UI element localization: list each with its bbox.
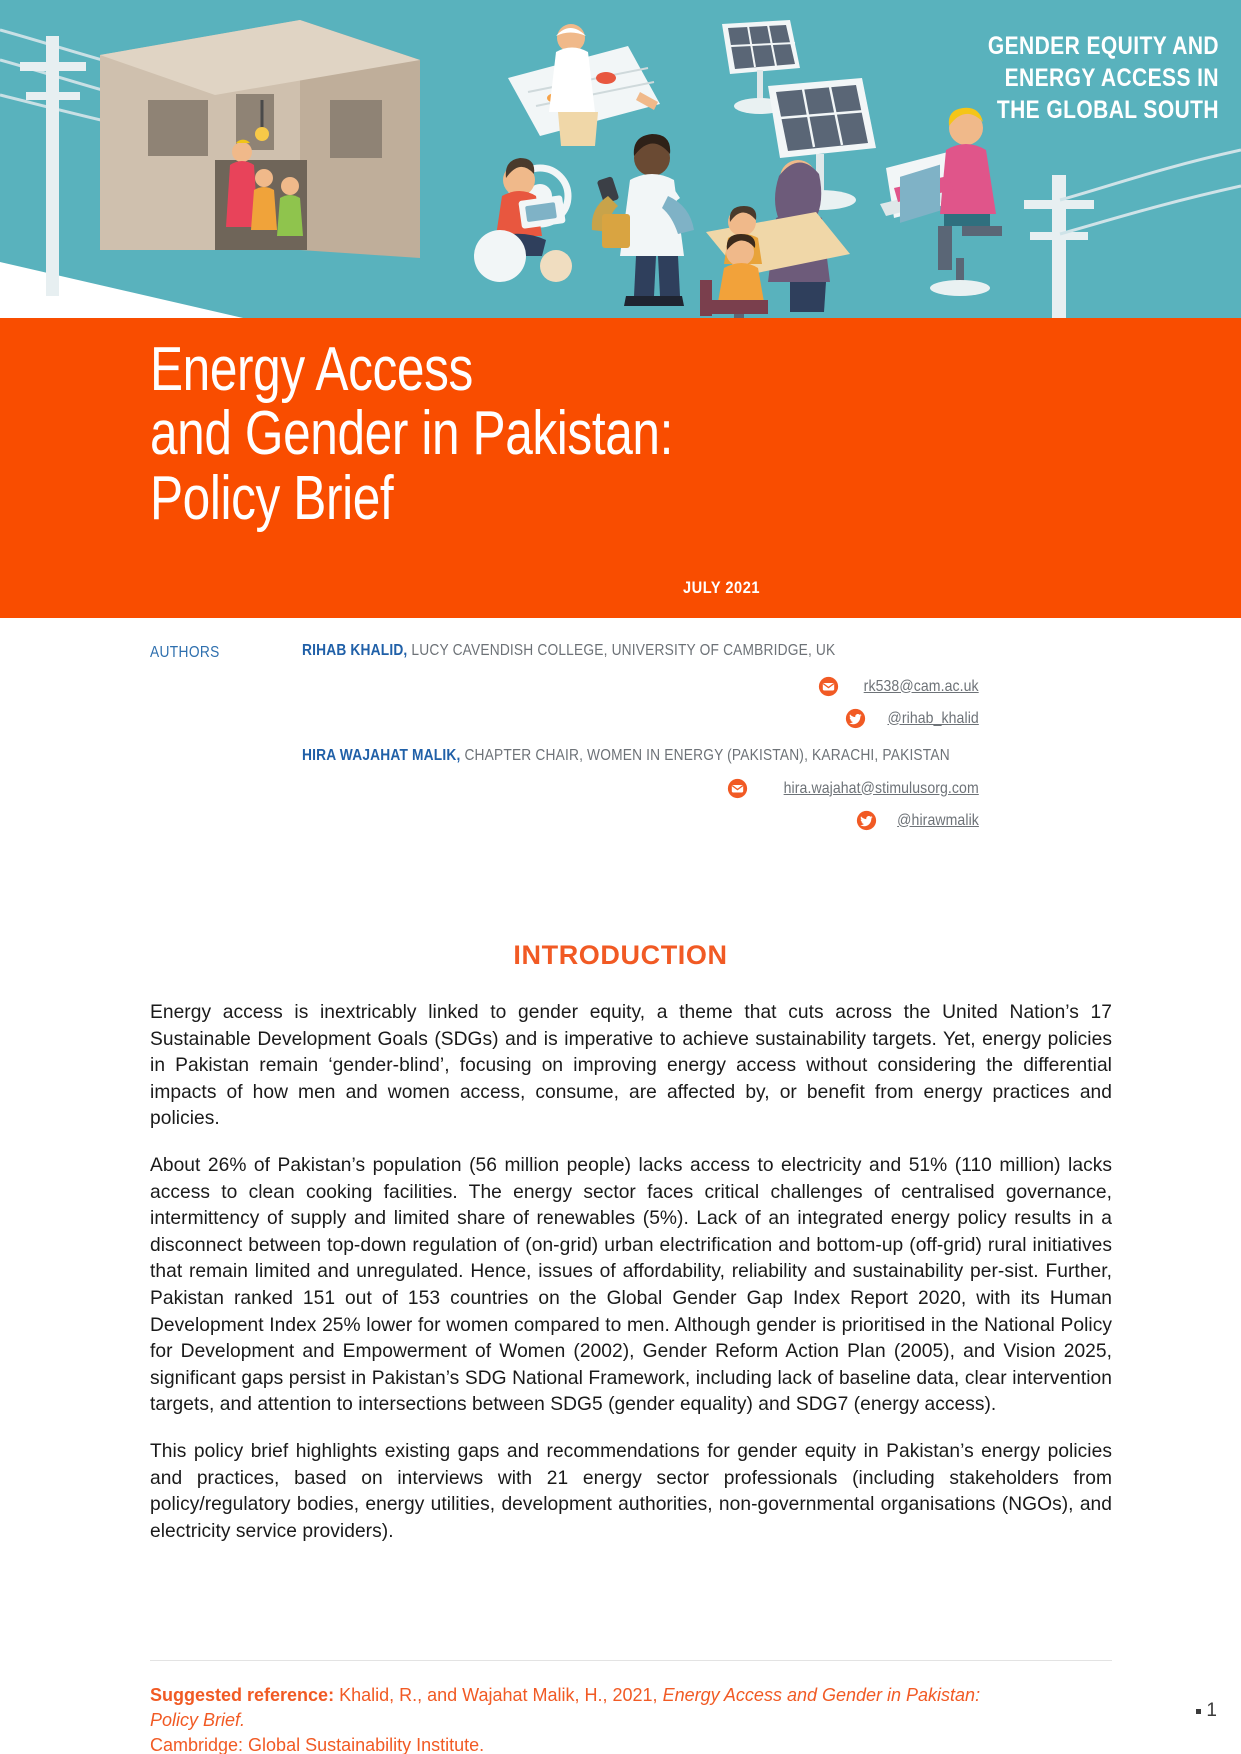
author-2-name: HIRA WAJAHAT MALIK, — [302, 747, 461, 764]
author-1-line — [302, 642, 835, 660]
title-line-2: and Gender in Pakistan: — [150, 399, 673, 469]
author-1-twitter-row[interactable] — [845, 708, 979, 729]
email-icon — [818, 676, 839, 697]
kicker-line-2: ENERGY ACCESS IN — [1004, 64, 1219, 92]
suggested-reference-authors: Khalid, R., and Wajahat Malik, H., 2021, — [334, 1685, 663, 1705]
introduction-body — [150, 1000, 1112, 1545]
page-number — [1196, 1700, 1217, 1722]
twitter-icon — [856, 810, 877, 831]
title-line-3: Policy Brief — [150, 463, 394, 533]
author-2-line — [302, 747, 950, 765]
author-1-name: RIHAB KHALID, — [302, 642, 408, 659]
page-number-bullet — [1196, 1709, 1201, 1714]
title-line-1: Energy Access — [150, 335, 473, 404]
author-1-email[interactable]: rk538@cam.ac.uk — [863, 677, 979, 695]
suggested-reference-label: Suggested reference: — [150, 1685, 335, 1705]
intro-paragraph-2: About 26% of Pakistan’s population (56 million people) lacks access to electricity and 51% (110 million) lacks access to clean cooking facilities. The energy sector faces critical challenges of centralised governance, intermittency of supply and limited share of renewables (5%). Lack of an integrated energy policy results in a disconnect between top-down regulation of (on-grid) urban electrification and bottom-up (off-grid) rural initiatives that remain limited and unregulated. Hence, issues of affordability, reliability and sustainability per-sist. Further, Pakistan ranked 151 out of 153 countries on the Global Gender Gap Index Report 2020, with its Human Development Index 25% lower for women compared to men. Although gender is prioritised in the National Policy for Development and Empowerment of Women (2002), Gender Reform Action Plan (2005), and Vision 2025, significant gaps persist in Pakistan’s SDG National Framework, including lack of baseline data, clear intervention targets, and attention to intersections between SDG5 (gender equality) and SDG7 (energy access). — [150, 1154, 1112, 1416]
author-2-twitter-row[interactable] — [856, 810, 979, 831]
suggested-reference — [150, 1683, 1030, 1754]
cover-kicker — [866, 30, 1219, 126]
email-icon — [727, 778, 748, 799]
section-heading-introduction: INTRODUCTION — [513, 940, 728, 970]
page-title — [150, 335, 910, 533]
author-1-affiliation: LUCY CAVENDISH COLLEGE, UNIVERSITY OF CAMBRIDGE, UK — [411, 642, 836, 659]
house-beige — [100, 20, 420, 258]
intro-paragraph-3: This policy brief highlights existing gaps and recommendations for gender equity in Pakistan’s energy policies and practices, based on interviews with 21 energy sector professionals (including stakeholders from policy/regulatory bodies, energy utilities, development authorities, non-governmental organisations (NGOs), and electricity service providers). — [150, 1440, 1112, 1542]
publication-date: JULY 2021 — [683, 578, 760, 597]
author-2-email[interactable]: hira.wajahat@stimulusorg.com — [783, 779, 979, 797]
kicker-line-1: GENDER EQUITY AND — [987, 32, 1219, 60]
author-2-twitter[interactable]: @hirawmalik — [897, 811, 979, 829]
suggested-reference-title: Energy Access and Gender in Pakistan: Policy Brief. — [150, 1685, 981, 1730]
twitter-icon — [845, 708, 866, 729]
author-1-twitter[interactable]: @rihab_khalid — [887, 709, 979, 727]
kicker-line-3: THE GLOBAL SOUTH — [996, 96, 1219, 124]
footer-divider — [150, 1660, 1112, 1661]
authors-label: AUTHORS — [150, 644, 220, 661]
suggested-reference-publisher: Cambridge: Global Sustainability Institute. — [150, 1735, 485, 1754]
author-2-email-row[interactable] — [727, 778, 979, 799]
author-1-email-row[interactable] — [818, 676, 979, 697]
page-number-value: 1 — [1206, 1700, 1217, 1721]
author-2-affiliation: CHAPTER CHAIR, WOMEN IN ENERGY (PAKISTAN), KARACHI, PAKISTAN — [464, 747, 950, 764]
intro-paragraph-1: Energy access is inextricably linked to gender equity, a theme that cuts across the United Nation’s 17 Sustainable Development Goals (SDGs) and is imperative to achieve sustainability targets. Yet, energy policies in Pakistan remain ‘gender-blind’, focusing on improving energy access without considering the differential impacts of how men and women access, consume, are affected by, or benefit from energy practices and policies. — [150, 1002, 1112, 1130]
